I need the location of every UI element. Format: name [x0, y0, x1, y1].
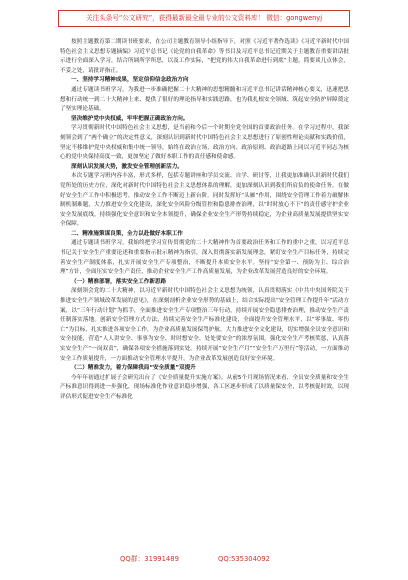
body-paragraph: 本次专题学习班内容丰富，形式多样，包括专题讲座和学员交流、自学、研讨等，让我更加准确认识新时代我们党所处的历史方位，深化对新时代中国特色社会主义思想体系的理解，更加深刻认识到我们所肩负的使命任务，在做好安全生产工作中积极思考，推动安全工作不断迈上新台阶。同时发挥好“头雁”作用，围绕安全管理工作着力破解体制机制难题，大力推进安全文化建设，深化安全风险分级管控和隐患排查治理，以“时时放心不下”的责任感守护企业安全发展底线。持续强化安全意识和安全本领提升，确保企业安全生产形势持续稳定，为企业高质量发展提供坚实安全保障。 — [60, 173, 349, 228]
subsection-heading: 坚决维护党中央权威，牢牢把握正确政治方向。 — [71, 115, 189, 122]
section-heading: 一、坚持学习精神成果，坚定信仰信念政治方向 — [71, 77, 189, 84]
body-paragraph: 深刻领会党的二十大精神，以习近平新时代中国特色社会主义思想为统领，认真贯彻落实《中共中央国务院关于推进安全生产领域改革发展的意见》，在深刻剖析企业安全形势的基础上，结合实际提出“安全管理工作提升年”活动方案，以“三年行动计划”为抓手，全面推进安全生产专项整治三年行动，持续开展安全隐患排查治理，推动安全生产责任制落实落地。创新安全管理方式方法，持续完善安全生产标准化建设，全面提升安全管理水平，以“零事故、零伤亡”为目标，扎实推进各项安全工作，为企业高质量发展保驾护航。大力推进安全文化建设，切实增强全员安全意识和安全技能，营造“人人讲安全、事事为安全、时时想安全、处处要安全”的浓厚氛围。强化安全生产考核奖惩，认真落实安全生产“一岗双责”，确保各项安全措施落到实处。持续开展“安全生产月”“安全生产万里行”等活动，一方面推动安全工作质量提升，一方面推动安全管理水平提升，为企业改革发展创造良好安全环境。 — [60, 288, 349, 362]
body-paragraph: 通过专题读书班学习，为我进一步准确把握二十大精神的思想精髓和习近平总书记讲话精神核心要义，迅速把思想和行动统一到二十大精神上来，提供了很好的理论指导和实践思路，也为我扎根安全领域、筑起安全防护屏障奠定了坚实理论基础。 — [60, 86, 349, 113]
body-paragraph: 通过专题读书班学习，我始终把学习宣传贯彻党的二十大精神作为首要政治任务和工作的重中之重，以习近平总书记关于安全生产重要论述和重要指示批示精神为指引，深入贯彻落实新发展理念，紧盯安全生产目标任务，持续完善安全生产制度体系，扎实开展安全生产专项整治，不断提升本质安全水平。坚持“安全第一、预防为主、综合治理”方针，全面压实安全生产责任，推动企业安全生产工作高质量发展，为企业改革发展营造良好的安全环境。 — [60, 240, 349, 276]
qq-group-text: QQ群：31991489 — [120, 555, 179, 563]
subsection-heading: （二）精准发力，着力保障我局“安全质量”双提升 — [71, 365, 196, 372]
document-body — [60, 38, 349, 403]
footer-bar — [0, 553, 408, 565]
subsection-heading: 深刻认识发展大势，激发安全管理创新活力。 — [71, 163, 183, 170]
section-heading: 二、精准施策谋良策，全力以赴做好本职工作 — [71, 230, 183, 237]
qq-contact-text: QQ:535304092 — [218, 555, 270, 563]
body-paragraph: 按照主题教育第二期读书班要求，在公司主题教育领导小组指导下，对照《习近平著作选读》《习近平新时代中国特色社会主义思想专题摘编》习近平总书记《论党的自我革命》等书目及习近平总书记近期关于主题教育重要讲话批示进行全面深入学习，结合所调所学所思，以及工作实际，“把党的伟大自我革命进行到底”主题，简要谈几点体会，不妥之处，请批评指正。 — [60, 39, 349, 74]
subsection-heading: （一）精准部署，落实安全工作新思路 — [71, 278, 167, 285]
body-paragraph: 今年年初通过扩展子会研究出台了《安全质量提升实施方案》，从前5个月现场情况来看，全员安全质量和安全生产标准意识得到进一步强化，现场标准化作业意识稳步增强，各工区逐步形成了以质量保安全，以考核促时效，以现评估形式促进安全生产标准化 — [60, 374, 349, 400]
promo-banner[interactable]: 关注头条号“公文研究”，获得最新最全最专业的公文资料库！ 微信：gongwenyj — [58, 10, 350, 27]
body-paragraph: 学习贯彻新时代中国特色社会主义思想，是当前和今后一个时期全党全国的首要政治任务。在学习过程中，我深刻领会到了“两个确立”的决定性意义，深刻认识到新时代中国特色社会主义思想进行了原创性理论贡献和实践价值，坚定不移维护党中央权威和集中统一领导，始终在政治立场、政治方向、政治原则、政治道路上同以习近平同志为核心的党中央保持高度一致，更加坚定了做好本职工作的责任感和使命感。 — [60, 125, 349, 161]
